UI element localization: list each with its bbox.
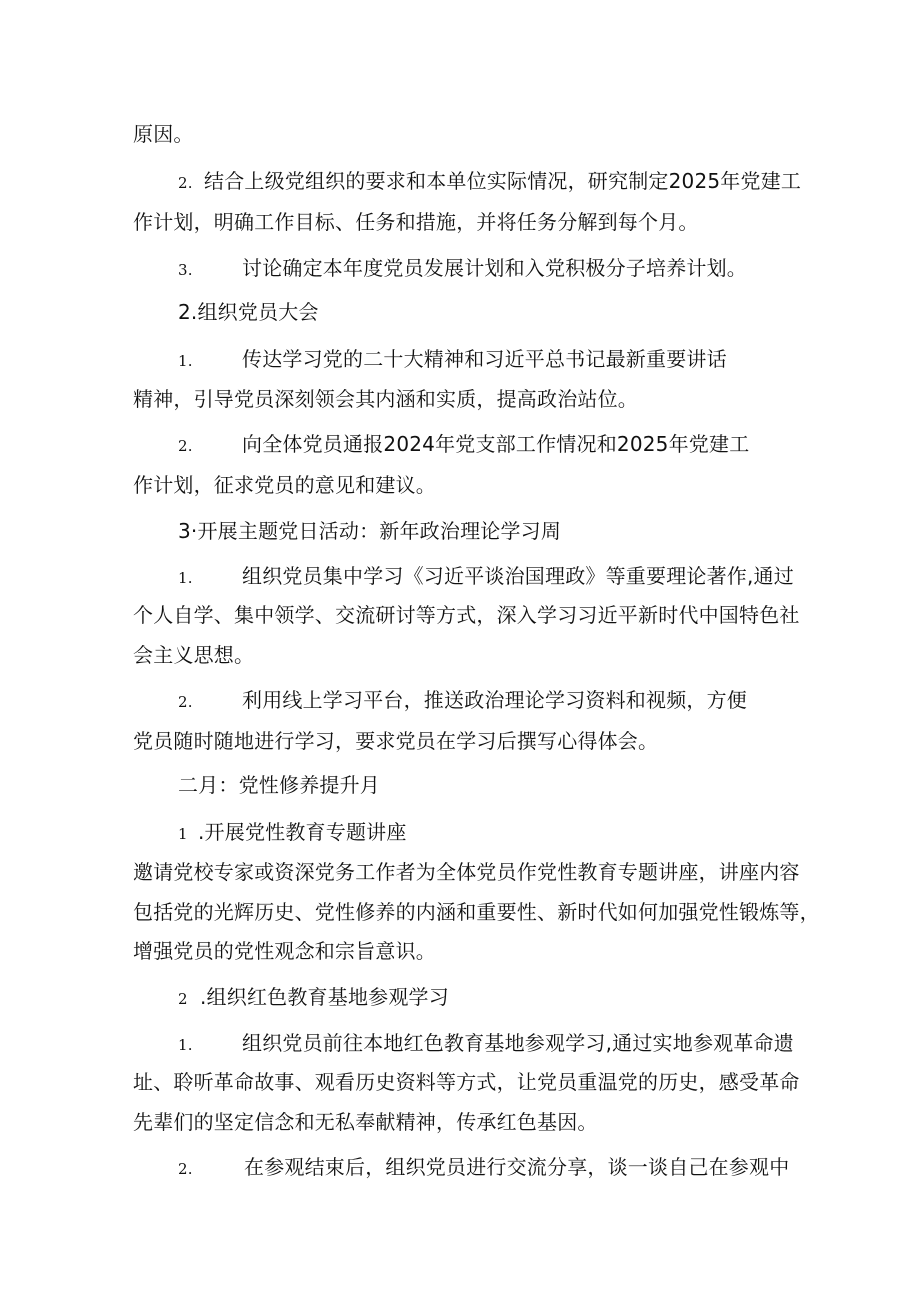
text-line: 精神，引导党员深刻领会其内涵和实质，提高政治站位。 <box>133 387 638 411</box>
list-number: 1. <box>178 352 193 370</box>
list-number: 2. <box>178 693 193 711</box>
list-item: 1. 组织党员集中学习《习近平谈治国理政》等重要理论著作,通过 <box>178 562 794 592</box>
list-item: 2. 结合上级党组织的要求和本单位实际情况，研究制定2025年党建工 <box>178 167 801 197</box>
list-item: 2. 在参观结束后，组织党员进行交流分享，谈一谈自己在参观中 <box>178 1153 789 1183</box>
text-line: 会主义思想。 <box>133 643 255 667</box>
text-line: 邀请党校专家或资深党务工作者为全体党员作党性教育专题讲座，讲座内容 <box>133 860 800 884</box>
text-line: 址、聆听革命故事、观看历史资料等方式，让党员重温党的历史，感受革命 <box>133 1070 800 1094</box>
list-item: 2. 向全体党员通报2024年党支部工作情况和2025年党建工 <box>178 430 749 460</box>
list-item: 1. 组织党员前往本地红色教育基地参观学习,通过实地参观革命遗 <box>178 1029 794 1059</box>
list-item: 3. 讨论确定本年度党员发展计划和入党积极分子培养计划。 <box>178 254 747 284</box>
section-heading: 2 .组织红色教育基地参观学习 <box>178 983 449 1013</box>
text-line: 先辈们的坚定信念和无私奉献精神，传承红色基因。 <box>133 1110 598 1134</box>
section-heading: 二月：党性修养提升月 <box>178 773 380 797</box>
list-number: 2 <box>178 990 188 1008</box>
section-heading: 3·开展主题党日活动：新年政治理论学习周 <box>178 519 562 543</box>
text-line: 增强党员的党性观念和宗旨意识。 <box>133 939 436 963</box>
section-heading: 2.组织党员大会 <box>178 300 319 324</box>
list-number: 2. <box>178 437 193 455</box>
text-line: 作计划，明确工作目标、任务和措施，并将任务分解到每个月。 <box>133 210 699 234</box>
text-line: 包括党的光辉历史、党性修养的内涵和重要性、新时代如何加强党性锻炼等， <box>133 900 820 924</box>
list-number: 3. <box>178 261 193 279</box>
list-item: 2. 利用线上学习平台，推送政治理论学习资料和视频，方便 <box>178 686 747 716</box>
list-number: 1. <box>178 569 193 587</box>
text-line: 原因。 <box>133 122 194 146</box>
text-line: 个人自学、集中领学、交流研讨等方式，深入学习习近平新时代中国特色社 <box>133 603 800 627</box>
list-number: 2. <box>178 1160 193 1178</box>
section-heading: 1 .开展党性教育专题讲座 <box>178 818 407 848</box>
text-line: 党员随时随地进行学习，要求党员在学习后撰写心得体会。 <box>133 729 659 753</box>
list-number: 2. <box>178 174 193 192</box>
list-number: 1. <box>178 1036 193 1054</box>
text-line: 作计划，征求党员的意见和建议。 <box>133 473 436 497</box>
list-item: 1. 传达学习党的二十大精神和习近平总书记最新重要讲话 <box>178 345 727 375</box>
list-number: 1 <box>178 825 188 843</box>
